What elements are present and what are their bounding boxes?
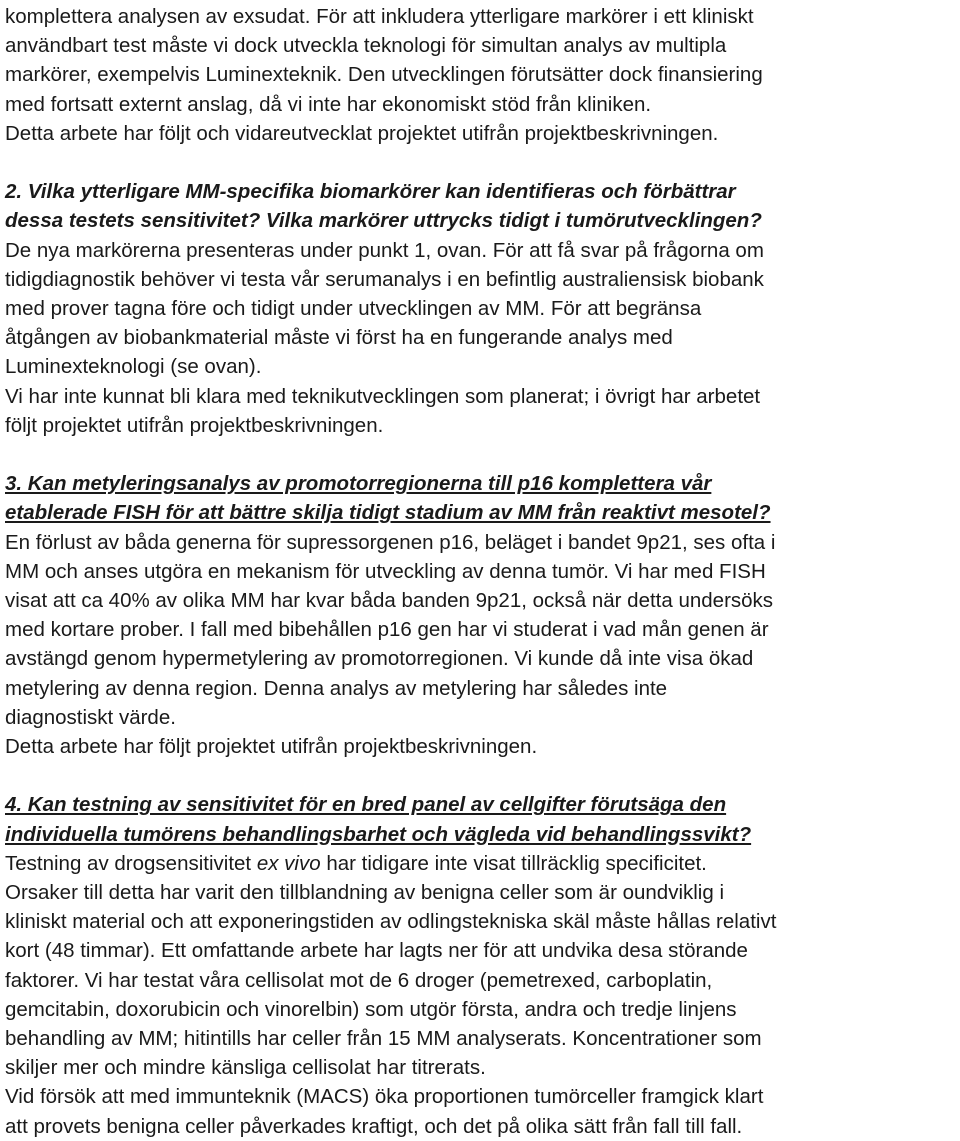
- text-line: gemcitabin, doxorubicin och vinorelbin) som utgör första, andra och tredje linjens: [5, 997, 737, 1021]
- text-line: med kortare prober. I fall med bibehållen p16 gen har vi studerat i vad mån genen är: [5, 618, 769, 642]
- text-line: faktorer. Vi har testat våra cellisolat mot de 6 droger (pemetrexed, carboplatin,: [5, 968, 713, 992]
- text-line: användbart test måste vi dock utveckla teknologi för simultan analys av multipla: [5, 34, 727, 58]
- text-line: Orsaker till detta har varit den tillblandning av benigna celler som är oundviklig i: [5, 881, 725, 905]
- intro-paragraph: [5, 2, 954, 148]
- section-4-heading: individuella tumörens behandlingsbarhet och vägleda vid behandlingssvikt?: [5, 822, 752, 846]
- section-3: [5, 469, 954, 761]
- paragraph-gap: [5, 761, 954, 790]
- text-line: metylering av denna region. Denna analys av metylering har således inte: [5, 676, 668, 700]
- section-3-heading: 3. Kan metyleringsanalys av promotorregionerna till p16 komplettera vår: [5, 472, 712, 496]
- text-line: En förlust av båda generna för supressorgenen p16, beläget i bandet 9p21, ses ofta i: [5, 530, 776, 554]
- section-3-heading: etablerade FISH för att bättre skilja tidigt stadium av MM från reaktivt mesotel?: [5, 501, 771, 525]
- section-2: [5, 177, 954, 440]
- text-line: med fortsatt externt anslag, då vi inte har ekonomiskt stöd från kliniken.: [5, 92, 652, 116]
- text-line: Detta arbete har följt projektet utifrån projektbeskrivningen.: [5, 735, 538, 759]
- paragraph-gap: [5, 440, 954, 469]
- text-line: [5, 849, 954, 878]
- text-line: åtgången av biobankmaterial måste vi först ha en fungerande analys med: [5, 326, 673, 350]
- text-line: kliniskt material och att exponeringstiden av odlingstekniska skäl måste hållas relativt: [5, 910, 777, 934]
- text-line: diagnostiskt värde.: [5, 705, 176, 729]
- text-line: komplettera analysen av exsudat. För att inkludera ytterligare markörer i ett kliniskt: [5, 5, 754, 28]
- text-line: Vi har inte kunnat bli klara med teknikutvecklingen som planerat; i övrigt har arbetet: [5, 384, 761, 408]
- text-line: visat att ca 40% av olika MM har kvar båda banden 9p21, också när detta undersöks: [5, 589, 774, 613]
- text-line: skiljer mer och mindre känsliga cellisolat har titrerats.: [5, 1056, 486, 1080]
- emphasis-text: ex vivo: [256, 851, 321, 875]
- text-line: behandling av MM; hitintills har celler från 15 MM analyserats. Koncentrationer som: [5, 1027, 762, 1051]
- text-line: att provets benigna celler påverkades kraftigt, och det på olika sätt från fall till fall.: [5, 1114, 743, 1138]
- text-line: Vid försök att med immunteknik (MACS) öka proportionen tumörceller framgick klart: [5, 1085, 764, 1109]
- text-run: Testning av drogsensitivitet: [5, 851, 257, 875]
- text-run: har tidigare inte visat tillräcklig specificitet.: [320, 851, 707, 875]
- text-line: kort (48 timmar). Ett omfattande arbete har lagts ner för att undvika desa störande: [5, 939, 748, 963]
- paragraph-gap: [5, 148, 954, 177]
- text-line: med prover tagna före och tidigt under utvecklingen av MM. För att begränsa: [5, 297, 702, 321]
- text-line: markörer, exempelvis Luminexteknik. Den utvecklingen förutsätter dock finansiering: [5, 63, 763, 87]
- section-2-heading: dessa testets sensitivitet? Vilka markörer uttrycks tidigt i tumörutvecklingen?: [5, 209, 762, 233]
- section-4: [5, 790, 954, 1140]
- section-2-heading: 2. Vilka ytterligare MM-specifika biomarkörer kan identifieras och förbättrar: [5, 180, 736, 204]
- text-line: De nya markörerna presenteras under punkt 1, ovan. För att få svar på frågorna om: [5, 238, 764, 262]
- text-line: följt projektet utifrån projektbeskrivningen.: [5, 413, 384, 437]
- text-line: tidigdiagnostik behöver vi testa vår serumanalys i en befintlig australiensisk biobank: [5, 267, 764, 291]
- text-line: MM och anses utgöra en mekanism för utveckling av denna tumör. Vi har med FISH: [5, 559, 766, 583]
- text-line: avstängd genom hypermetylering av promotorregionen. Vi kunde då inte visa ökad: [5, 647, 754, 671]
- text-line: Luminexteknologi (se ovan).: [5, 355, 262, 379]
- text-line: Detta arbete har följt och vidareutvecklat projektet utifrån projektbeskrivningen.: [5, 121, 719, 145]
- section-4-heading: 4. Kan testning av sensitivitet för en bred panel av cellgifter förutsäga den: [5, 793, 727, 817]
